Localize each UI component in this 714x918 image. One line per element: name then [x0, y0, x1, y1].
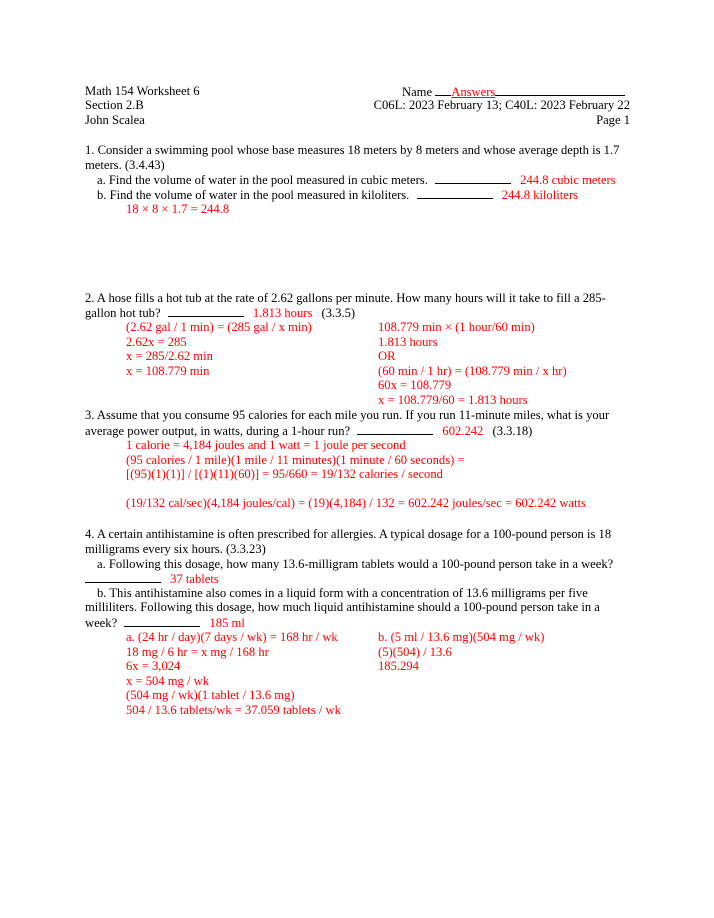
q4b-blank: [124, 615, 200, 627]
q3-prompt-line1: 3. Assume that you consume 95 calories for each mile you run. If you run 11-minute miles, what is your: [85, 408, 610, 422]
q2-prompt-text: gallon hot tub?: [85, 306, 161, 320]
work-line: (95 calories / 1 mile)(1 mile / 11 minutes)(1 minute / 60 seconds) =: [126, 452, 465, 467]
q4a-blank: [85, 571, 161, 583]
q1b-answer: 244.8 kiloliters: [501, 188, 578, 202]
course-title: Math 154 Worksheet 6: [85, 84, 200, 98]
q1a: [97, 172, 616, 188]
work-line: 108.779 min × (1 hour/60 min): [378, 320, 535, 334]
q3-work: [126, 438, 586, 511]
q1-prompt: 1. Consider a swimming pool whose base measures 18 meters by 8 meters and whose average depth is 1.7 meters. (3.4.43): [85, 143, 620, 172]
work-line: (60 min / 1 hr) = (108.779 min / x hr): [378, 363, 567, 378]
q2-work-left: [126, 320, 312, 378]
q1a-answer: 244.8 cubic meters: [520, 173, 616, 187]
work-line: x = 504 mg / wk: [126, 673, 210, 688]
work-line: b. (5 ml / 13.6 mg)(504 mg / wk): [378, 630, 545, 644]
work-line: (19/132 cal/sec)(4,184 joules/cal) = (19)(4,184) / 132 = 602.242 joules/sec = 602.242 watts: [126, 496, 586, 511]
q4-prompt-line1: 4. A certain antihistamine is often prescribed for allergies. A typical dosage for a 100-pound person is 18: [85, 527, 612, 541]
q3-answer: 602.242: [442, 424, 484, 438]
name-label: Name: [402, 85, 433, 99]
q4b-line3: [85, 615, 245, 631]
q2-answer: 1.813 hours: [252, 306, 313, 320]
work-line: 1 calorie = 4,184 joules and 1 watt = 1 joule per second: [126, 438, 406, 452]
work-line: (504 mg / wk)(1 tablet / 13.6 mg): [126, 688, 295, 703]
work-line: 504 / 13.6 tablets/wk = 37.059 tablets / wk: [126, 702, 341, 717]
work-line: 185.294: [378, 659, 419, 674]
q4-prompt-line2: milligrams every six hours. (3.3.23): [85, 542, 266, 556]
section-label: Section 2.B: [85, 98, 144, 112]
q1a-blank: [435, 172, 511, 184]
q4b-line2: milliliters. Following this dosage, how much liquid antihistamine should a 100-pound person take in a: [85, 600, 600, 614]
q1b-blank: [417, 187, 493, 199]
q1-work: 18 × 8 × 1.7 = 244.8: [126, 202, 230, 216]
q2-ref: (3.3.5): [321, 306, 356, 320]
q1b-text: b. Find the volume of water in the pool measured in kiloliters.: [97, 188, 410, 202]
work-line: (2.62 gal / 1 min) = (285 gal / x min): [126, 320, 312, 334]
work-line: x = 108.779/60 = 1.813 hours: [378, 392, 528, 407]
name-blank-right: [495, 84, 625, 96]
work-line: a. (24 hr / day)(7 days / wk) = 168 hr / wk: [126, 630, 338, 644]
q2-prompt-line1: 2. A hose fills a hot tub at the rate of 2.62 gallons per minute. How many hours will it take to fill a 285-: [85, 291, 606, 305]
work-line: (5)(504) / 13.6: [378, 644, 452, 659]
work-line: 6x = 3,024: [126, 659, 181, 674]
q2-work-right: [378, 320, 567, 408]
work-line: x = 108.779 min: [126, 363, 210, 378]
q4a-answer: 37 tablets: [170, 572, 219, 586]
q3-blank: [357, 423, 433, 435]
work-line: 60x = 108.779: [378, 378, 452, 393]
q4b-answer: 185 ml: [209, 616, 245, 630]
q2-prompt-line2: [85, 305, 355, 321]
work-line: [126, 482, 586, 497]
q1b: [97, 187, 578, 203]
q3-prompt-text: average power output, in watts, during a 1-hour run?: [85, 424, 351, 438]
q4b-prompt-text: week?: [85, 616, 118, 630]
work-line: 2.62x = 285: [126, 334, 187, 349]
q3-prompt-line2: [85, 423, 532, 439]
author-name: John Scalea: [85, 113, 145, 127]
work-line: x = 285/2.62 min: [126, 349, 213, 364]
section-dates: C06L: 2023 February 13; C40L: 2023 February 22: [373, 98, 630, 112]
work-line: [(95)(1)(1)] / [(1)(11)(60)] = 95/660 = 19/132 calories / second: [126, 467, 443, 482]
q4a-answer-line: [85, 571, 219, 587]
work-line: OR: [378, 349, 396, 364]
name-value: Answers: [451, 85, 496, 99]
q4-work-right: [378, 630, 545, 674]
work-line: 1.813 hours: [378, 334, 438, 349]
q4b-line1: b. This antihistamine also comes in a liquid form with a concentration of 13.6 milligrams per five: [97, 586, 588, 600]
name-blank-left: [435, 84, 451, 96]
work-line: 18 mg / 6 hr = x mg / 168 hr: [126, 644, 269, 659]
q3-ref: (3.3.18): [492, 424, 533, 438]
page-number: Page 1: [596, 113, 630, 127]
q2-blank: [168, 305, 244, 317]
q1a-text: a. Find the volume of water in the pool measured in cubic meters.: [97, 173, 428, 187]
q4a-line1: a. Following this dosage, how many 13.6-milligram tablets would a 100-pound person take in a week?: [97, 557, 614, 571]
q4-work-left: [126, 630, 341, 718]
